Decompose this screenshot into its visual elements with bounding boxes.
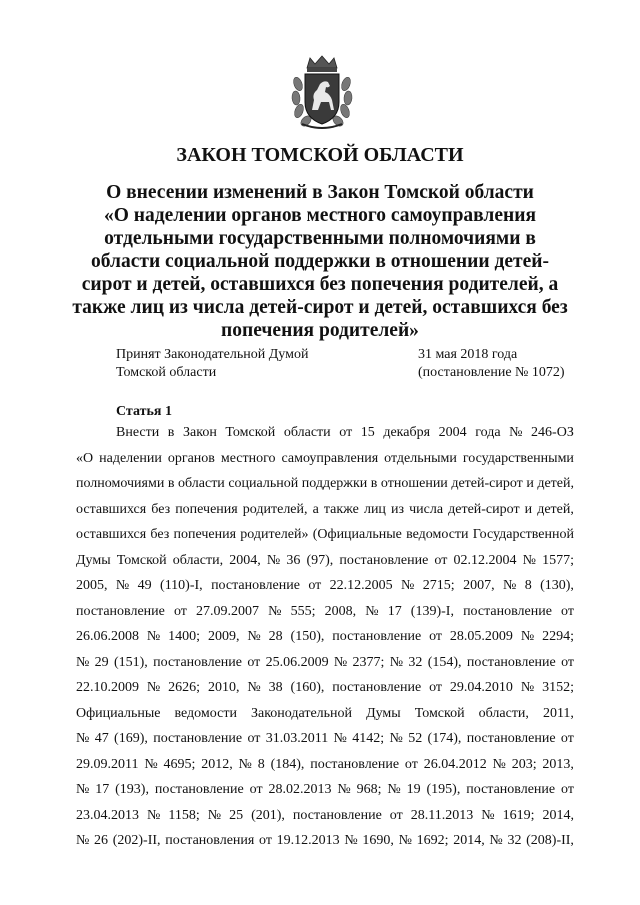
article-word: № [489,833,503,848]
article-word: попечения [175,501,238,517]
article-word: (151), [113,654,148,670]
article-word: детей, [537,476,574,491]
article-word: № [365,603,379,619]
article-word: № [333,731,347,746]
document-type-title: ЗАКОН ТОМСКОЙ ОБЛАСТИ [176,144,464,166]
article-word: 31.03.2011 [265,731,329,746]
article-body-line [76,675,574,701]
article-word: 1692; [416,833,449,848]
article-word: 1577; [542,552,574,568]
article-word: (184), [270,756,305,772]
article-word: Томской [414,705,465,721]
article-word: (208)-II, [526,833,574,848]
article-word: Внести [116,425,160,440]
article-body-line [76,446,574,472]
article-word: № [247,629,261,644]
article-word: № [389,654,404,670]
article-word: родителей, [242,501,308,517]
article-word: 2626; [168,680,201,695]
article-word: от [429,680,442,695]
article-body-line [76,726,574,752]
article-word: 2013, [542,756,574,772]
article-word: (195), [426,782,461,797]
article-word: 02.12.2004 [453,552,517,568]
article-word: 2004, [229,552,261,568]
article-word: наделении [99,450,162,466]
article-word: отдельными [384,450,457,466]
article-word: от [429,629,442,644]
article-word: 555; [290,603,316,619]
article-word: 28.02.2013 [268,782,332,797]
law-title-line: также лиц из числа детей-сирот и детей, оставшихся без [72,297,568,318]
article-word: самоуправления [281,450,379,466]
article-word: Законодательной [250,705,353,721]
article-body [76,420,574,854]
article-word: социальной [228,476,299,491]
article-word: а [312,501,319,517]
article-word: постановление [332,680,422,695]
article-word: 2004 [438,425,467,440]
article-word: постановление [466,782,556,797]
article-word: № [401,578,415,593]
article-word: № [344,833,358,848]
article-body-line [76,573,574,599]
article-word: (Официальные [312,527,402,542]
article-body-line [76,828,574,854]
article-word: постановление [310,756,400,772]
article-word: № [147,807,161,823]
article-word: № [520,629,535,644]
article-body-line [76,701,574,727]
article-word: полномочиями [76,476,165,491]
article-word: без [151,501,171,517]
article-body-line [76,752,574,778]
article-word: Томской [116,552,167,568]
article-word: 2005, [76,578,108,593]
article-word: из [391,501,405,517]
article-word: области [178,476,225,491]
resolution-number: (постановление № 1072) [418,365,565,380]
article-word: № [76,731,90,746]
article-body-line [76,548,574,574]
article-word: детей-сирот [451,476,523,491]
article-word: лиц [363,501,386,517]
article-word: 49 [137,578,152,593]
adoption-date: 31 мая 2018 года [418,347,518,362]
law-title-line: попечения родителей» [221,320,419,341]
article-word: от [247,654,261,670]
article-word: 25 [229,807,244,823]
article-word: 2009, [207,629,240,644]
article-word: оставшихся [76,527,147,542]
article-word: от [561,654,574,670]
article-word: в [167,425,175,440]
article-word: № [238,756,252,772]
article-word: постановление [292,807,382,823]
article-word: Томской [225,425,276,440]
article-word: от [404,756,418,772]
article-word: (150), [290,629,325,644]
article-heading: Статья 1 [116,404,172,419]
article-word: № [481,807,495,823]
article-word: и [526,476,534,491]
article-word: 2294; [542,629,574,644]
article-body-line [76,599,574,625]
adopting-body-line: Томской области [116,365,217,380]
article-word: 3152; [542,680,574,695]
article-word: 2715; [422,578,455,593]
article-word: постановление [211,578,300,593]
article-word: 32 [507,833,522,848]
article-word: 1690, [362,833,394,848]
article-word: № [333,654,348,670]
article-word: 26 [94,833,109,848]
article-word: 47 [94,731,109,746]
article-word: 22.10.2009 [76,680,139,695]
article-body-line [76,803,574,829]
article-word: 2014, [542,807,574,823]
article-word: от [308,578,322,593]
article-word: № [247,680,261,695]
article-word: от [560,731,574,746]
article-word: № [115,578,130,593]
article-word: 19.12.2013 [276,833,340,848]
article-word: (154), [427,654,462,670]
article-body-line [76,777,574,803]
article-word: 1619; [502,807,535,823]
article-word: постановление [153,731,243,746]
article-word: № [146,629,161,644]
article-word: государственными [462,450,574,466]
article-word: отношении [380,476,448,491]
article-word: 36 [286,552,301,568]
law-title-line: области социальной поддержки в отношении детей- [91,251,549,272]
article-word: 968; [356,782,382,797]
article-word: 2377; [352,654,385,670]
article-word: постановление [153,654,242,670]
article-body-line [76,650,574,676]
article-word: 32 [408,654,423,670]
adoption-date-block [418,346,565,382]
article-word: от [561,603,574,619]
article-word: 25.06.2009 [265,654,329,670]
article-word: 52 [408,731,423,746]
article-word: органов [167,450,215,466]
article-word: № [398,833,412,848]
article-word: 28.05.2009 [449,629,513,644]
adopting-body [116,346,308,382]
article-word: постановление [76,603,165,619]
article-word: в [370,476,378,491]
article-word: попечения [173,527,237,542]
article-word: Думы [366,705,401,721]
article-word: от [173,603,187,619]
article-word: 2010, [207,680,240,695]
article-word: (169), [114,731,148,746]
article-word: области, [478,705,529,721]
article-word: № [268,603,282,619]
article-word: поддержки [301,476,368,491]
article-word: года [475,425,501,440]
law-title-line: «О наделении органов местного самоуправления [103,205,537,226]
article-word: 26.04.2012 [423,756,487,772]
article-word: 22.12.2005 [329,578,393,593]
article-body-line [76,471,574,497]
article-word: постановление [466,731,556,746]
article-word: также [323,501,359,517]
article-word: 4695; [163,756,196,772]
article-word: от [247,731,261,746]
article-word: области [283,425,331,440]
article-word: № [502,578,517,593]
article-word: оставшихся [76,501,147,517]
article-word: постановление [466,654,556,670]
adopting-body-line: Принят Законодательной Думой [116,347,309,362]
article-word: (130), [540,578,574,593]
article-word: Официальные [76,705,161,721]
article-word: Закон [183,425,217,440]
article-word: 2007, [463,578,495,593]
article-word: № [266,552,281,568]
article-word: области, [172,552,224,568]
article-word: № [520,680,535,695]
article-word: 246-ОЗ [531,425,574,440]
article-body-line [76,624,574,650]
article-word: 8 [524,578,532,593]
article-word: от [249,782,263,797]
article-word: от [339,425,353,440]
article-word: 28.11.2013 [410,807,474,823]
article-word: 2011, [542,705,574,721]
article-word: № [146,680,161,695]
article-word: 1158; [168,807,200,823]
article-word: № [337,782,351,797]
article-word: № [144,756,158,772]
article-word: 15 [360,425,375,440]
article-body-line [76,420,574,446]
article-word: в [167,476,175,491]
article-word: 26.06.2008 [76,629,139,644]
article-word: постановление [339,552,429,568]
article-word: постановления [165,833,255,848]
article-word: Думы [76,552,111,568]
article-word: 19 [406,782,421,797]
article-word: родителей» [240,527,309,542]
article-word: 203; [511,756,537,772]
article-word: местного [220,450,276,466]
article-word: и [524,501,533,517]
article-word: № [76,782,90,797]
article-word: 23.04.2013 [76,807,139,823]
article-word: 2014, [453,833,485,848]
article-word: от [389,807,403,823]
article-word: постановление [154,782,244,797]
article-word: 38 [268,680,283,695]
article-body-line [76,522,574,548]
article-word: 8 [257,756,265,772]
article-word: (193), [115,782,149,797]
article-word: ведомости [174,705,237,721]
article-word: «О [76,450,94,466]
article-word: 29 [94,654,109,670]
article-word: от [434,552,448,568]
article-word: детей-сирот [448,501,520,517]
article-word: числа [409,501,444,517]
article-word: 4142; [352,731,385,746]
coat-of-arms-icon [290,54,354,130]
article-word: 17 [387,603,402,619]
article-word: № [509,425,523,440]
article-word: (201), [251,807,285,823]
article-word: 17 [95,782,110,797]
law-title-line: О внесении изменений в Закон Томской области [106,182,534,203]
article-word: 2008, [324,603,357,619]
article-word: 2012, [201,756,233,772]
article-word: детей, [537,501,574,517]
article-word: (110)-I, [160,578,203,593]
article-word: от [561,782,574,797]
article-word: ведомости [406,527,469,542]
law-title-line: отдельными государственными полномочиями в [104,228,536,249]
article-word: 28 [268,629,283,644]
article-word: (139)-I, [410,603,454,619]
article-word: постановление [463,603,552,619]
article-word: постановление [332,629,422,644]
article-word: 29.04.2010 [449,680,513,695]
article-word: № [492,756,506,772]
article-word: декабря [383,425,431,440]
article-word: 1400; [168,629,201,644]
article-word: (174), [427,731,462,746]
article-word: от [259,833,272,848]
article-body-line [76,497,574,523]
article-word: № [387,782,401,797]
article-word: 27.09.2007 [196,603,260,619]
article-word: Государственной [472,527,574,542]
law-title-line: сирот и детей, оставшихся без попечения родителей, а [81,274,559,295]
article-word: без [150,527,170,542]
article-word: (202)-II, [112,833,161,848]
article-word: (160), [290,680,325,695]
article-word: № [207,807,222,823]
article-word: № [76,833,90,848]
article-word: № [522,552,536,568]
article-word: № [389,731,403,746]
article-word: № [76,654,90,670]
law-title [60,181,580,342]
article-word: 29.09.2011 [76,756,139,772]
article-word: (97), [306,552,334,568]
